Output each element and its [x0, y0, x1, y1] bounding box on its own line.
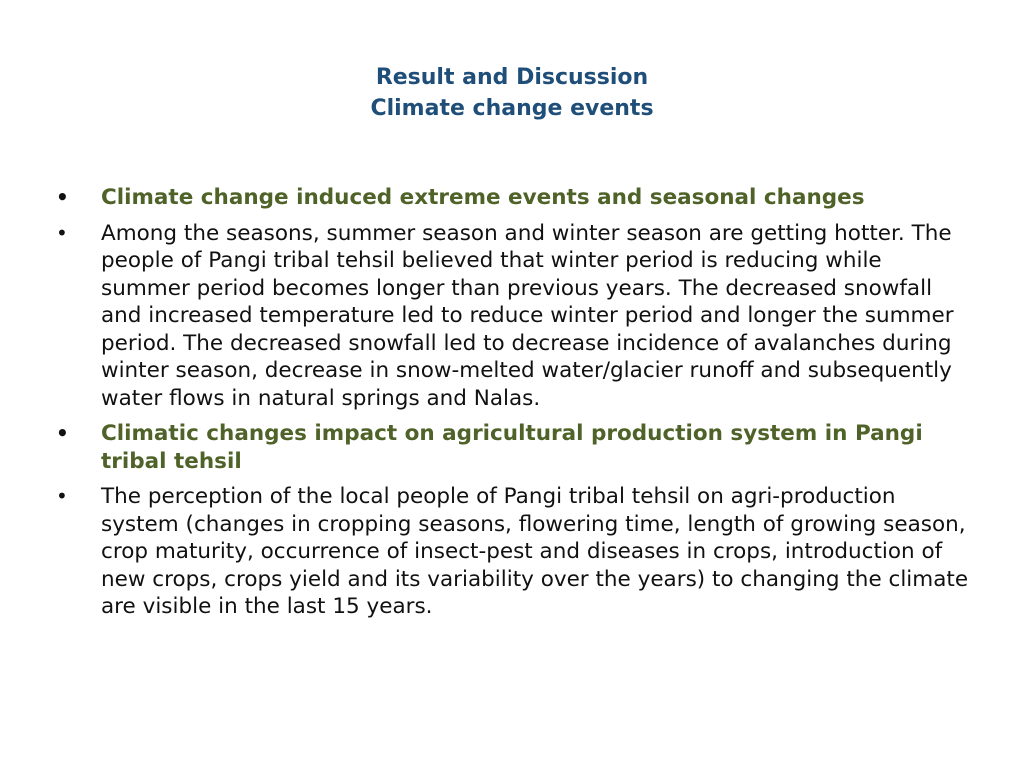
bullet-seasons-paragraph: • Among the seasons, summer season and winter season are getting hotter. The people of Pangi tribal tehsil believed that winter period is reducing while summer period becomes longer than previous years. The decreased snowfall and increased temperature led to reduce winter period and longer the summer period. The decreased snowfall led to decrease incidence of avalanches during winter season, decrease in snow-melted water/glacier runoff and subsequently water flows in natural springs and Nalas. [56, 220, 976, 413]
bullet-list [56, 184, 976, 629]
slide-title [0, 62, 1024, 124]
title-line-1: Result and Discussion [375, 65, 649, 90]
bullet-heading-extreme-events: • Climate change induced extreme events and seasonal changes [56, 184, 976, 212]
title-line-2: Climate change events [370, 96, 654, 121]
bullet-perception-paragraph: • The perception of the local people of Pangi tribal tehsil on agri-production system (changes in cropping seasons, flowering time, length of growing season, crop maturity, occurrence of insect-pest and diseases in crops, introduction of new crops, crops yield and its variability over the years) to changing the climate are visible in the last 15 years. [56, 483, 976, 621]
bullet-heading-agri-impact: • Climatic changes impact on agricultural production system in Pangi tribal tehsil [56, 420, 976, 475]
